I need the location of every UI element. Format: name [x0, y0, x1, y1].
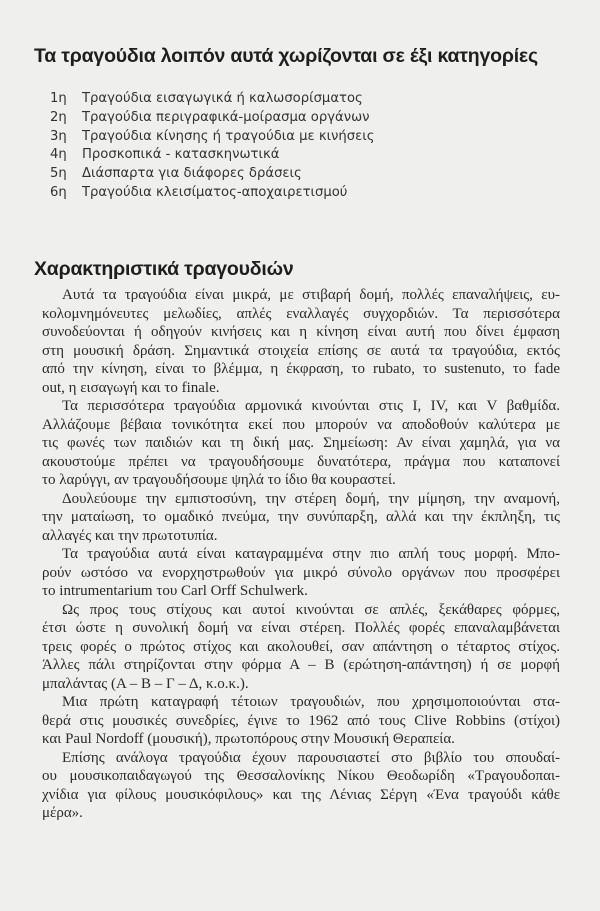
text-line: αλλαγές και την πρωτοτυπία.: [42, 527, 218, 544]
categories-heading: Τα τραγούδια λοιπόν αυτά χωρίζονται σε έξι κατηγορίες: [34, 45, 538, 67]
text-line: Αλλάζουμε βέβαια τονικότητα εκεί που μπορούν να αποδοθούν καλύτερα με: [42, 416, 560, 433]
category-item: [50, 184, 374, 203]
text-line: στη μουσική δράση. Σημαντικά στοιχεία επίσης σε αυτά τα τραγούδια, εκτός: [42, 342, 560, 359]
category-label: Τραγούδια κίνησης ή τραγούδια με κινήσεις: [82, 128, 375, 144]
category-number: 3η: [50, 128, 67, 144]
text-line: Μια πρώτη καταγραφή τέτοιων τραγουδιών, που χρησιμοποιούνται στα-: [62, 694, 560, 710]
text-line: Άλλες πάλι στηρίζονται στην φόρμα Α – Β (ερώτηση-απάντηση) ή σε μορφή: [42, 657, 560, 673]
category-item: [50, 165, 374, 184]
category-label: Τραγούδια περιγραφικά-μοίρασμα οργάνων: [82, 109, 370, 125]
category-item: [50, 146, 374, 165]
text-line: μέρα».: [42, 805, 83, 821]
text-line: θερά στις μουσικές συνεδρίες, έγινε το 1962 από τους Clive Robbins (στίχοι): [42, 712, 560, 729]
category-number: 2η: [50, 109, 67, 125]
text-line: Ως προς τους στίχους και αυτοί κινούνται σε απλές, ξεκάθαρες φόρμες,: [62, 601, 560, 618]
text-line: την ματαίωση, το ομαδικό πνεύμα, την συνύπαρξη, αλλά και την έκπληξη, τις: [42, 509, 560, 525]
text-line: χνίδια για φίλους μουσικόφιλους» και της Λένιας Σέργη «Ένα τραγούδι κάθε: [42, 786, 560, 803]
text-line: Επίσης ανάλογα τραγούδια έχουν παρουσιαστεί στο βιβλίο του σπουδαί-: [62, 749, 560, 766]
category-label: Τραγούδια κλεισίματος-αποχαιρετισμού: [82, 184, 348, 200]
paragraph: [42, 545, 560, 601]
category-label: Προσκοπικά - κατασκηνωτικά: [82, 147, 280, 163]
text-line: ρούν ωστόσο να ενορχηστρωθούν για μικρό σύνολο οργάνων που προσφέρει: [42, 564, 560, 581]
text-line: κολομνημόνευτες μελωδίες, απλές εναλλαγές συγχορδιών. Τα περισσότερα: [42, 305, 560, 322]
text-line: out, η εισαγωγή και το finale.: [42, 379, 220, 396]
category-item: [50, 90, 374, 109]
paragraph: [42, 749, 560, 823]
category-number: 1η: [50, 91, 67, 106]
text-line: μπαλάντας (Α – Β – Γ – Δ, κ.ο.κ.).: [42, 675, 249, 692]
text-line: Αυτά τα τραγούδια είναι μικρά, με στιβαρή δομή, πολλές επαναλήψεις, ευ-: [62, 287, 560, 303]
category-number: 5η: [50, 166, 67, 182]
text-line: συνοδεύονται ή οδηγούν κινήσεις και η κίνηση είναι αυτή που δίνει έμφαση: [42, 324, 560, 340]
text-line: Δουλεύουμε την εμπιστοσύνη, την στέρεη δομή, την μίμηση, την αναμονή,: [62, 490, 560, 507]
text-line: και Paul Nordoff (μουσική), πρωτοπόρους στην Μουσική Θεραπεία.: [42, 731, 455, 747]
category-number: 6η: [50, 184, 67, 200]
text-line: τις φωνές των παιδιών και τη δική μας. Σημείωση: Αν είναι χαμηλά, για να: [42, 435, 560, 451]
categories-list: [50, 90, 374, 203]
category-number: 4η: [50, 147, 67, 163]
text-line: ακουστούμε πρέπει να τραγουδήσουμε δυνατότερα, πράγμα που καταπονεί: [42, 453, 560, 470]
paragraph: [42, 490, 560, 546]
paragraph: [42, 693, 560, 749]
category-item: [50, 109, 374, 128]
characteristics-heading: Χαρακτηριστικά τραγουδιών: [34, 258, 294, 280]
text-line: ου μουσικοπαιδαγωγού της Θεσσαλονίκης Νίκου Θεοδωρίδη «Τραγουδοπαι-: [42, 768, 560, 784]
text-line: Τα περισσότερα τραγούδια αρμονικά κινούνται στις I, IV, και V βαθμίδα.: [62, 398, 560, 414]
body-text: [42, 286, 560, 823]
text-line: έτσι ώστε η συνολική δομή να είναι στέρεη. Πολλές φορές επαναλαμβάνεται: [42, 620, 560, 636]
paragraph: [42, 601, 560, 694]
text-line: το λαρύγγι, αν τραγουδήσουμε ψηλά το ίδιο θα κουραστεί.: [42, 472, 396, 488]
text-line: από την κίνηση, είναι το βλέμμα, η έκφραση, το rubato, το sustenuto, το fade: [42, 361, 560, 377]
paragraph: [42, 397, 560, 490]
category-label: Τραγούδια εισαγωγικά ή καλωσορίσματος: [82, 91, 363, 106]
paragraph: [42, 286, 560, 397]
text-line: Τα τραγούδια αυτά είναι καταγραμμένα στην πιο απλή τους μορφή. Μπο-: [62, 546, 560, 562]
text-line: το intrumentarium του Carl Orff Schulwerk.: [42, 583, 308, 599]
category-item: [50, 128, 374, 147]
category-label: Διάσπαρτα για διάφορες δράσεις: [82, 166, 302, 182]
text-line: τρεις φορές ο πρώτος στίχος και ακολουθεί, σαν απάντηση ο τέταρτος στίχος.: [42, 638, 560, 655]
